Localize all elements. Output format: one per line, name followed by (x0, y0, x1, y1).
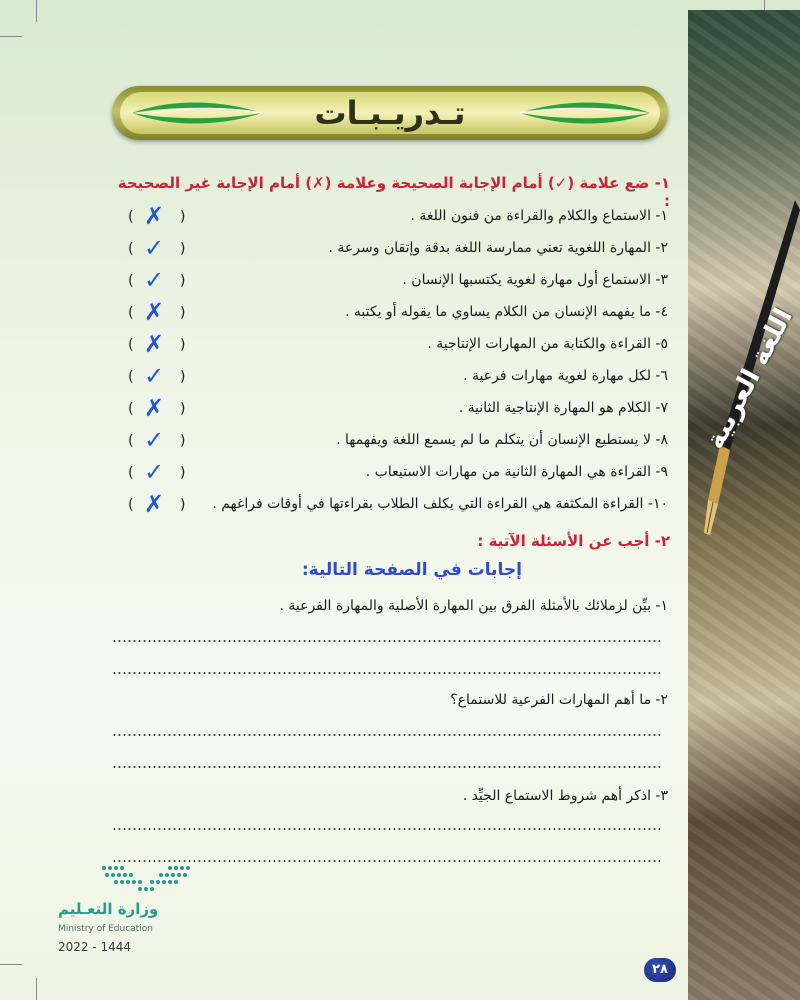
paren-close: ) (180, 273, 186, 289)
statement-7: ٧- الكلام هو المهارة الإنتاجية الثانية . (458, 400, 668, 416)
ministry-name-english: Ministry of Education (58, 924, 153, 934)
answer-box-3[interactable] (128, 268, 194, 296)
answer-box-8[interactable] (128, 428, 194, 456)
answer-box-2[interactable] (128, 236, 194, 264)
paren-close: ) (180, 241, 186, 257)
statement-10: ١٠- القراءة المكثفة هي القراءة التي يكلف الطلاب بقراءتها في أوقات فراغهم . (212, 496, 668, 512)
paren-open: ( (128, 369, 134, 385)
cross-mark-icon: ✗ (144, 298, 165, 326)
cross-mark-icon: ✗ (144, 202, 165, 230)
answer-line[interactable] (112, 672, 660, 674)
ministry-name-arabic: وزارة التعـليم (58, 900, 159, 918)
page-title: تـدريـبـات (314, 94, 466, 132)
trim-mark (0, 36, 22, 37)
question-1: ١- بيِّن لزملائك بالأمثلة الفرق بين المهارة الأصلية والمهارة الفرعية . (279, 598, 668, 614)
paren-open: ( (128, 465, 134, 481)
statement-6: ٦- لكل مهارة لغوية مهارات فرعية . (463, 368, 668, 384)
paren-open: ( (128, 433, 134, 449)
ministry-logo-icon (100, 862, 192, 894)
answer-box-4[interactable] (128, 300, 194, 328)
exercise-2-title: ٢- أجب عن الأسئلة الآتية : (477, 532, 670, 550)
cross-mark-icon: ✗ (144, 490, 165, 518)
answer-line[interactable] (112, 766, 660, 768)
paren-open: ( (128, 241, 134, 257)
answer-line[interactable] (112, 860, 660, 862)
statement-3: ٣- الاستماع أول مهارة لغوية يكتسبها الإنسان . (402, 272, 668, 288)
answer-box-9[interactable] (128, 460, 194, 488)
paren-open: ( (128, 337, 134, 353)
side-book-label: العربية (700, 364, 767, 455)
check-mark-icon: ✓ (144, 362, 165, 390)
check-mark-icon: ✓ (144, 234, 165, 262)
answers-hint: إجابات في الصفحة التالية: (301, 560, 522, 580)
leaf-ornament-icon (132, 92, 262, 134)
statement-4: ٤- ما يفهمه الإنسان من الكلام يساوي ما يقوله أو يكتبه . (344, 304, 668, 320)
paren-close: ) (180, 209, 186, 225)
paren-close: ) (180, 337, 186, 353)
answer-line[interactable] (112, 640, 660, 642)
paren-close: ) (180, 497, 186, 513)
paren-open: ( (128, 273, 134, 289)
cross-mark-icon: ✗ (144, 330, 165, 358)
leaf-ornament-icon (520, 92, 650, 134)
trim-mark (36, 0, 37, 22)
answer-box-6[interactable] (128, 364, 194, 392)
answer-line[interactable] (112, 828, 660, 830)
paren-close: ) (180, 369, 186, 385)
paren-close: ) (180, 433, 186, 449)
edition-year: 2022 - 1444 (58, 940, 132, 954)
answer-box-5[interactable] (128, 332, 194, 360)
paren-close: ) (180, 401, 186, 417)
paren-open: ( (128, 209, 134, 225)
paren-close: ) (180, 465, 186, 481)
answer-box-10[interactable] (128, 492, 194, 520)
paren-close: ) (180, 305, 186, 321)
check-mark-icon: ✓ (144, 458, 165, 486)
statement-8: ٨- لا يستطيع الإنسان أن يتكلم ما لم يسمع اللغة ويفهمها . (336, 432, 668, 448)
statement-9: ٩- القراءة هي المهارة الثانية من مهارات الاستيعاب . (365, 464, 668, 480)
statement-5: ٥- القراءة والكتابة من المهارات الإنتاجية . (427, 336, 668, 352)
question-3: ٣- اذكر أهم شروط الاستماع الجيِّد . (462, 788, 668, 804)
paren-open: ( (128, 401, 134, 417)
trim-mark (36, 978, 37, 1000)
answer-box-1[interactable] (128, 204, 194, 232)
statement-2: ٢- المهارة اللغوية تعني ممارسة اللغة بدقة وإتقان وسرعة . (328, 240, 668, 256)
page-number: ٢٨ (644, 958, 676, 982)
paren-open: ( (128, 305, 134, 321)
answer-box-7[interactable] (128, 396, 194, 424)
trim-mark (0, 964, 22, 965)
check-mark-icon: ✓ (144, 426, 165, 454)
check-mark-icon: ✓ (144, 266, 165, 294)
question-2: ٢- ما أهم المهارات الفرعية للاستماع؟ (450, 692, 668, 708)
paren-open: ( (128, 497, 134, 513)
exercise-1-title: ١- ضع علامة (✓) أمام الإجابة الصحيحة وعلامة (✗) أمام الإجابة غير الصحيحة : (117, 174, 670, 210)
statement-1: ١- الاستماع والكلام والقراءة من فنون اللغة . (410, 208, 668, 224)
cross-mark-icon: ✗ (144, 394, 165, 422)
answer-line[interactable] (112, 734, 660, 736)
